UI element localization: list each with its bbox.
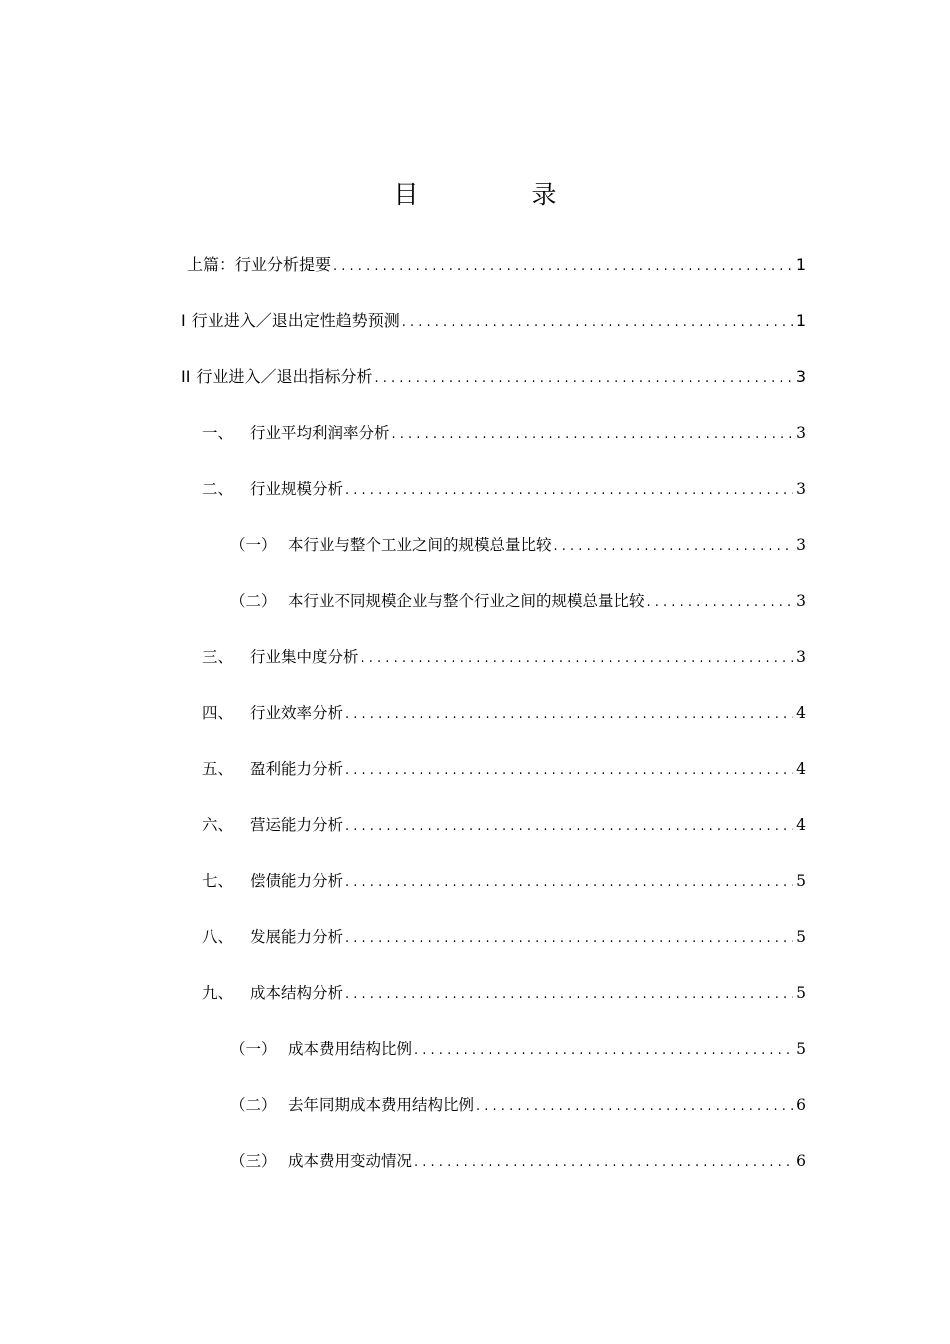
toc-dot-leader: [374, 369, 792, 389]
toc-entry[interactable]: [0, 965, 950, 1021]
toc-entry[interactable]: [0, 629, 950, 685]
toc-entry[interactable]: [0, 237, 950, 293]
toc-dot-leader: [476, 1097, 793, 1117]
toc-entry-label: 行业进入／退出定性趋势预测: [191, 311, 400, 330]
toc-entry-page: 3: [796, 536, 806, 554]
toc-dot-leader: [402, 313, 793, 333]
toc-entry-page: 3: [795, 367, 806, 386]
toc-dot-leader: [414, 1153, 793, 1173]
toc-entry-label: 盈利能力分析: [250, 760, 344, 778]
toc-entry-number: 二、: [202, 480, 234, 498]
toc-entry[interactable]: [0, 517, 950, 573]
toc-entry-page: 1: [795, 255, 806, 274]
toc-entry-number: I: [181, 311, 186, 330]
toc-entry-page: 6: [796, 1096, 806, 1114]
toc-entry[interactable]: [0, 349, 950, 405]
toc-entry-number: （三）: [230, 1152, 277, 1170]
toc-entry[interactable]: [0, 461, 950, 517]
toc-entry-page: 4: [796, 816, 806, 834]
toc-dot-leader: [414, 1041, 793, 1061]
toc-entry-page: 1: [795, 311, 806, 330]
toc-entry[interactable]: [0, 405, 950, 461]
toc-entry-label: 本行业与整个工业之间的规模总量比较: [288, 536, 552, 554]
toc-entry-page: 3: [796, 648, 806, 666]
toc-entry[interactable]: [0, 1133, 950, 1189]
toc-entry-page: 5: [796, 928, 806, 946]
toc-entry[interactable]: [0, 685, 950, 741]
toc-entry-page: 4: [796, 704, 806, 722]
toc-entry[interactable]: [0, 741, 950, 797]
toc-entry[interactable]: [0, 573, 950, 629]
toc-entry-number: II: [181, 367, 191, 386]
toc-entry-number: 四、: [202, 704, 234, 722]
toc-entry-number: 三、: [202, 648, 234, 666]
toc-entry[interactable]: [0, 853, 950, 909]
toc-dot-leader: [345, 873, 793, 893]
toc-dot-leader: [554, 537, 793, 557]
toc-dot-leader: [361, 649, 793, 669]
toc-entry[interactable]: [0, 1077, 950, 1133]
toc-dot-leader: [345, 761, 793, 781]
toc-entry-page: 5: [796, 872, 806, 890]
toc-entry-label: 成本费用变动情况: [288, 1152, 413, 1170]
toc-entry-page: 6: [796, 1152, 806, 1170]
toc-dot-leader: [345, 985, 793, 1005]
toc-entry-number: （一）: [230, 1040, 277, 1058]
toc-entry-label: 发展能力分析: [250, 928, 344, 946]
toc-entry-label: 行业规模分析: [250, 480, 344, 498]
toc-entry-label: 上篇：行业分析提要: [187, 255, 332, 274]
toc-entry-page: 3: [796, 592, 806, 610]
toc-entry-label: 本行业不同规模企业与整个行业之间的规模总量比较: [288, 592, 645, 610]
toc-dot-leader: [345, 817, 793, 837]
toc-entry-label: 行业效率分析: [250, 704, 344, 722]
toc-entry-number: （二）: [230, 592, 277, 610]
toc-entry[interactable]: [0, 909, 950, 965]
toc-dot-leader: [392, 425, 793, 445]
page-title: 目 录: [393, 180, 601, 209]
toc-entry-label: 去年同期成本费用结构比例: [288, 1096, 475, 1114]
toc-entry-page: 4: [796, 760, 806, 778]
toc-entry-number: 七、: [202, 872, 234, 890]
toc-entry-page: 5: [796, 1040, 806, 1058]
toc-entry-number: （二）: [230, 1096, 277, 1114]
toc-entry-number: 一、: [202, 424, 234, 442]
toc-entry-label: 营运能力分析: [250, 816, 344, 834]
toc-dot-leader: [333, 257, 793, 277]
toc-entry-number: 八、: [202, 928, 234, 946]
toc-entry-number: 五、: [202, 760, 234, 778]
toc-entry-number: 六、: [202, 816, 234, 834]
toc-entry[interactable]: [0, 1021, 950, 1077]
toc-entry[interactable]: [0, 293, 950, 349]
toc-entry-page: 3: [796, 480, 806, 498]
toc-entry-label: 成本结构分析: [250, 984, 344, 1002]
toc-entry-number: （一）: [230, 536, 277, 554]
toc-entry-page: 3: [796, 424, 806, 442]
toc-entry-page: 5: [796, 984, 806, 1002]
toc-entry-label: 行业进入／退出指标分析: [196, 367, 373, 386]
toc-entry-label: 行业平均利润率分析: [250, 424, 390, 442]
toc-entry[interactable]: [0, 797, 950, 853]
toc-entry-number: 九、: [202, 984, 234, 1002]
toc-entry-label: 偿债能力分析: [250, 872, 344, 890]
toc-entry-label: 行业集中度分析: [250, 648, 359, 666]
toc-dot-leader: [345, 929, 793, 949]
toc-dot-leader: [345, 481, 793, 501]
toc-entry-label: 成本费用结构比例: [288, 1040, 413, 1058]
toc-dot-leader: [647, 593, 793, 613]
table-of-contents: [0, 237, 950, 1189]
toc-dot-leader: [345, 705, 793, 725]
